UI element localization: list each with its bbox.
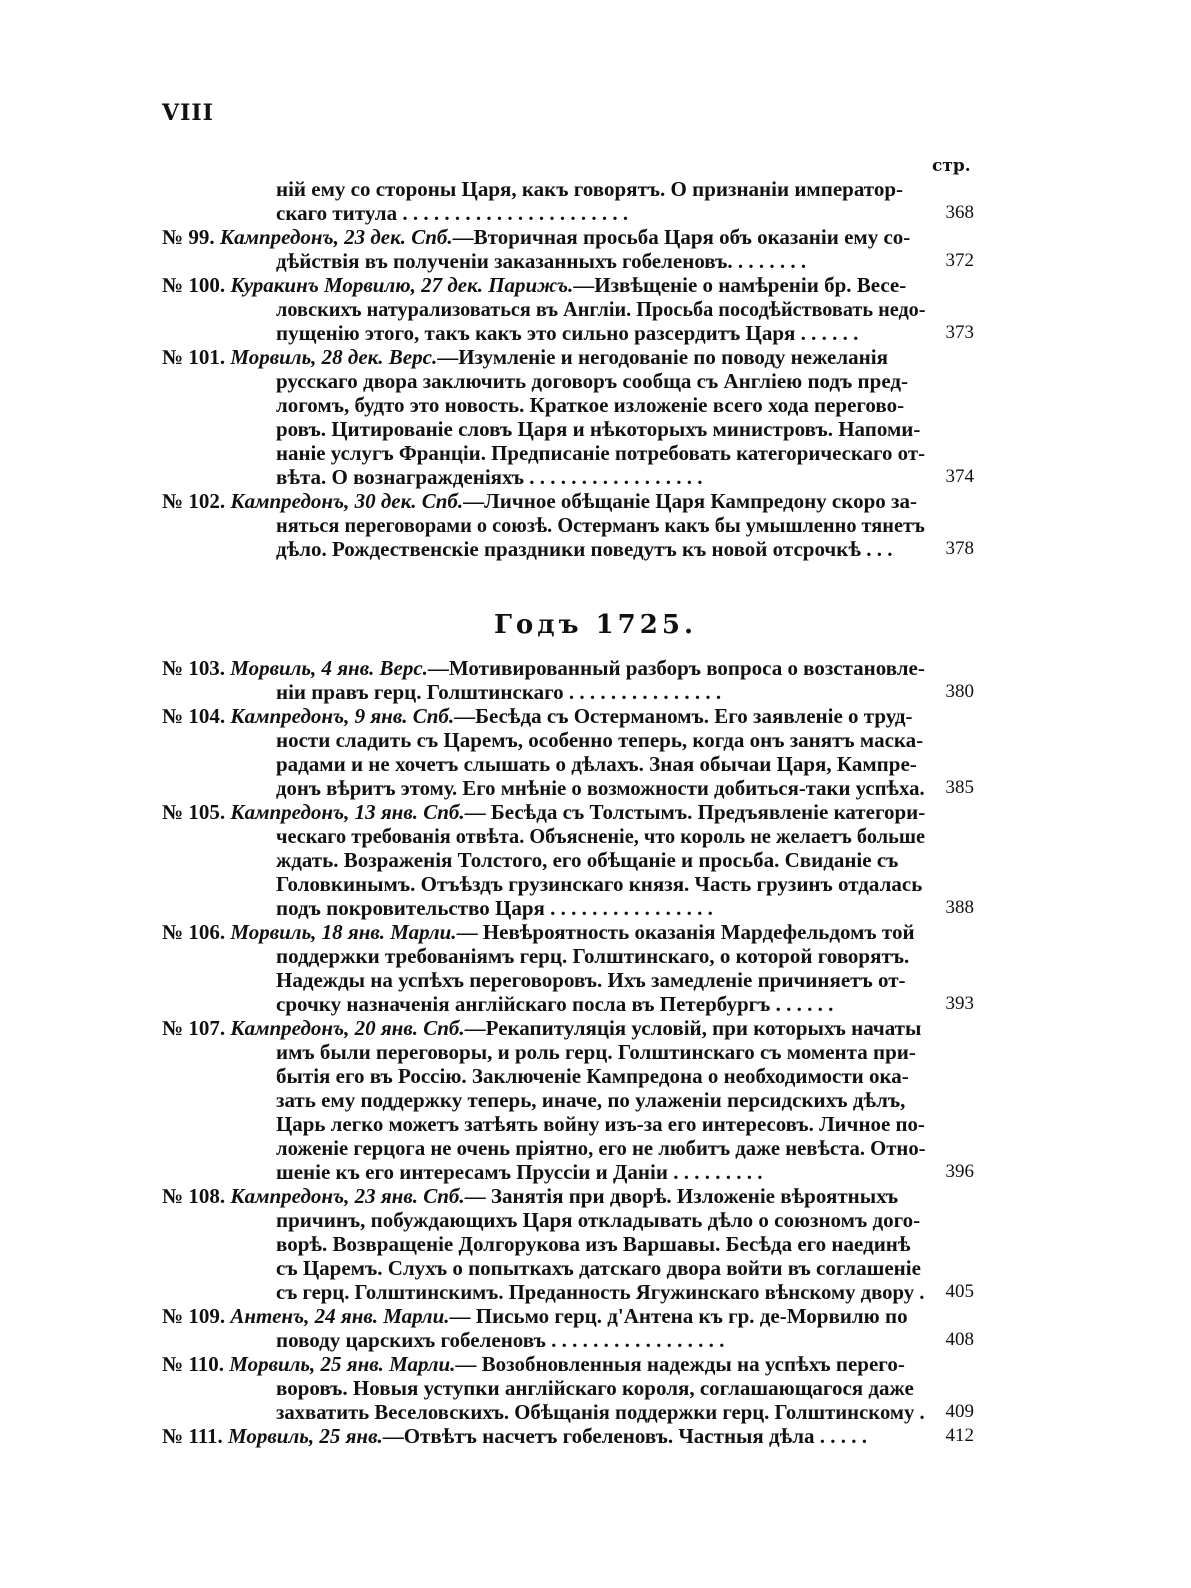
entry-line: подъ покровительство Царя . . . . . . . . . . . . . . . .	[276, 896, 713, 920]
entry-line: донъ вѣритъ этому. Его мнѣніе о возможности добиться-таки успѣха.	[276, 776, 925, 800]
entry-line: захватить Веселовскихъ. Обѣщанія поддержки герц. Голштинскому .	[276, 1400, 925, 1424]
entry-line: ложеніе герцога не очень пріятно, его не любитъ даже невѣста. Отно-	[276, 1136, 926, 1160]
entry-page-number: 393	[945, 993, 974, 1014]
entry-line: бытія его въ Россію. Заключеніе Кампредона о необходимости ока-	[276, 1064, 909, 1088]
entry-line: поддержки требованіямъ герц. Голштинскаго, о которой говорятъ.	[276, 944, 910, 968]
entry-line: — Невѣроятность оказанія Мардефельдомъ той	[456, 920, 915, 944]
entry-number: № 106.	[162, 920, 231, 944]
entry-heading: Морвиль, 25 янв. Марли.	[229, 1352, 456, 1376]
entry-number: № 100.	[162, 273, 231, 297]
entry-page-number: 380	[945, 681, 974, 702]
entry-page-number: 408	[945, 1329, 974, 1350]
entry-page-number: 409	[945, 1401, 974, 1422]
entry-line: —Вторичная просьба Царя объ оказаніи ему со-	[452, 225, 911, 249]
entry-heading: Кампредонъ, 23 дек. Спб.	[219, 225, 453, 249]
entry-line: — Возобновленныя надежды на успѣхъ перего-	[455, 1352, 905, 1376]
entry-line: —Бесѣда съ Остерманомъ. Его заявленіе о труд-	[454, 704, 913, 728]
entry-line: —Отвѣтъ насчетъ гобеленовъ. Частныя дѣла . . . . .	[382, 1424, 868, 1448]
entry-number: № 104.	[162, 704, 231, 728]
entry-line: ловскихъ натурализоваться въ Англіи. Просьба посодѣйствовать недо-	[276, 297, 926, 321]
entry-line: —Рекапитуляція условій, при которыхъ начаты	[464, 1016, 922, 1040]
entry-line: дѣйствія въ полученіи заказанныхъ гобеленовъ. . . . . . . .	[276, 249, 807, 273]
entry-number: № 99.	[162, 225, 220, 249]
entry-number: № 103.	[162, 656, 231, 680]
entry-heading: Куракинъ Морвилю, 27 дек. Парижъ.	[230, 273, 574, 297]
entry-number: № 105.	[162, 800, 231, 824]
entry-heading: Кампредонъ, 30 дек. Спб.	[230, 489, 464, 513]
entry-line: зать ему поддержку теперь, иначе, по улаженіи персидскихъ дѣлъ,	[276, 1088, 906, 1112]
entry-line: — Письмо герц. д'Антена къ гр. де-Морвилю по	[449, 1304, 908, 1328]
entry-heading: Кампредонъ, 13 янв. Спб.	[230, 800, 465, 824]
entry-line: срочку назначенія англійскаго посла въ Петербургъ . . . . . .	[276, 992, 834, 1016]
entry-line: русскаго двора заключить договоръ сообща съ Англіею подъ пред-	[276, 369, 908, 393]
entry-line: ровъ. Цитированіе словъ Царя и нѣкоторыхъ министровъ. Напоми-	[276, 417, 921, 441]
entry-line: наніе услугъ Франціи. Предписаніе потребовать категорическаго от-	[276, 441, 926, 465]
entry-line: шеніе къ его интересамъ Пруссіи и Даніи . . . . . . . . .	[276, 1160, 763, 1184]
entry-line: Надежды на успѣхъ переговоровъ. Ихъ замедленіе причиняетъ от-	[276, 968, 906, 992]
entry-line: няться переговорами о союзѣ. Остерманъ какъ бы умышленно тянетъ	[276, 513, 925, 537]
entry-page-number: 374	[945, 466, 974, 487]
entry-heading: Морвиль, 25 янв.	[228, 1424, 383, 1448]
page-column-header: стр.	[932, 156, 971, 176]
entry-line: —Извѣщеніе о намѣреніи бр. Весе-	[573, 273, 907, 297]
entry-line: —Личное обѣщаніе Царя Кампредону скоро за-	[463, 489, 917, 513]
entry-number: № 109.	[162, 1304, 231, 1328]
entry-heading: Кампредонъ, 20 янв. Спб.	[230, 1016, 465, 1040]
entry-heading: Кампредонъ, 9 янв. Спб.	[230, 704, 455, 728]
entry-line: пущенію этого, такъ какъ это сильно разсердитъ Царя . . . . . .	[276, 321, 859, 345]
entry-line: ждать. Возраженія Толстого, его обѣщаніе и просьба. Свиданіе съ	[276, 848, 899, 872]
entry-page-number: 388	[945, 897, 974, 918]
entry-page-number: 412	[945, 1425, 974, 1446]
entry-page-number: 368	[945, 202, 974, 223]
entry-page-number: 396	[945, 1161, 974, 1182]
entry-line: поводу царскихъ гобеленовъ . . . . . . . . . . . . . . . . .	[276, 1328, 725, 1352]
entry-line: имъ были переговоры, и роль герц. Голштинскаго съ момента при-	[276, 1040, 916, 1064]
entry-line: съ герц. Голштинскимъ. Преданность Ягужинскаго вѣнскому двору .	[276, 1280, 925, 1304]
entry-number: № 102.	[162, 489, 231, 513]
entry-line: воровъ. Новыя уступки англійскаго короля, соглашающагося даже	[276, 1376, 914, 1400]
entry-page-number: 385	[945, 777, 974, 798]
entry-line: скаго титула . . . . . . . . . . . . . . . . . . . . . .	[276, 201, 629, 225]
entry-line: вѣта. О вознагражденіяхъ . . . . . . . . . . . . . . . . .	[276, 465, 703, 489]
entry-line: Царь легко можетъ затѣять войну изъ-за его интересовъ. Личное по-	[276, 1112, 925, 1136]
entry-heading: Антенъ, 24 янв. Марли.	[230, 1304, 450, 1328]
entry-line: ческаго требованія отвѣта. Объясненіе, что король не желаетъ больше	[276, 824, 925, 848]
entry-page-number: 405	[945, 1281, 974, 1302]
entry-line: ворѣ. Возвращеніе Долгорукова изъ Варшавы. Бесѣда его наединѣ	[276, 1232, 911, 1256]
entry-number: № 107.	[162, 1016, 231, 1040]
year-heading: Годъ 1725.	[493, 610, 698, 640]
entry-line: Головкинымъ. Отъѣздъ грузинскаго князя. Часть грузинъ отдалась	[276, 872, 923, 896]
entry-line: — Бесѣда съ Толстымъ. Предъявленіе категори-	[464, 800, 926, 824]
entry-number: № 111.	[162, 1424, 229, 1448]
entry-line: радами и не хочетъ слышать о дѣлахъ. Зная обычаи Царя, Кампре-	[276, 752, 917, 776]
entry-line: —Мотивированный разборъ вопроса о возстановле-	[427, 656, 925, 680]
entry-line: — Занятія при дворѣ. Изложеніе вѣроятныхъ	[464, 1184, 899, 1208]
entry-page-number: 378	[945, 538, 974, 559]
entry-line: —Изумленіе и негодованіе по поводу нежеланія	[437, 345, 888, 369]
page-number: VIII	[162, 100, 214, 126]
entry-page-number: 373	[945, 322, 974, 343]
entry-page-number: 372	[945, 250, 974, 271]
entry-line: ній ему со стороны Царя, какъ говорятъ. О признаніи император-	[276, 177, 904, 201]
entry-number: № 110.	[162, 1352, 230, 1376]
entry-line: причинъ, побуждающихъ Царя откладывать дѣло о союзномъ дого-	[276, 1208, 921, 1232]
entry-heading: Морвиль, 18 янв. Марли.	[230, 920, 457, 944]
entry-heading: Кампредонъ, 23 янв. Спб.	[230, 1184, 465, 1208]
entry-line: съ Царемъ. Слухъ о попыткахъ датскаго двора войти въ соглашеніе	[276, 1256, 921, 1280]
entry-line: логомъ, будто это новость. Краткое изложеніе всего хода перегово-	[276, 393, 905, 417]
entry-number: № 108.	[162, 1184, 231, 1208]
entry-line: дѣло. Рождественскіе праздники поведутъ къ новой отсрочкѣ . . .	[276, 537, 893, 561]
entry-heading: Морвиль, 4 янв. Верс.	[230, 656, 428, 680]
entry-heading: Морвиль, 28 дек. Верс.	[230, 345, 438, 369]
entry-line: ности сладить съ Царемъ, особенно теперь, когда онъ занятъ маска-	[276, 728, 924, 752]
entry-number: № 101.	[162, 345, 231, 369]
entry-line: ніи правъ герц. Голштинскаго . . . . . . . . . . . . . . .	[276, 680, 722, 704]
